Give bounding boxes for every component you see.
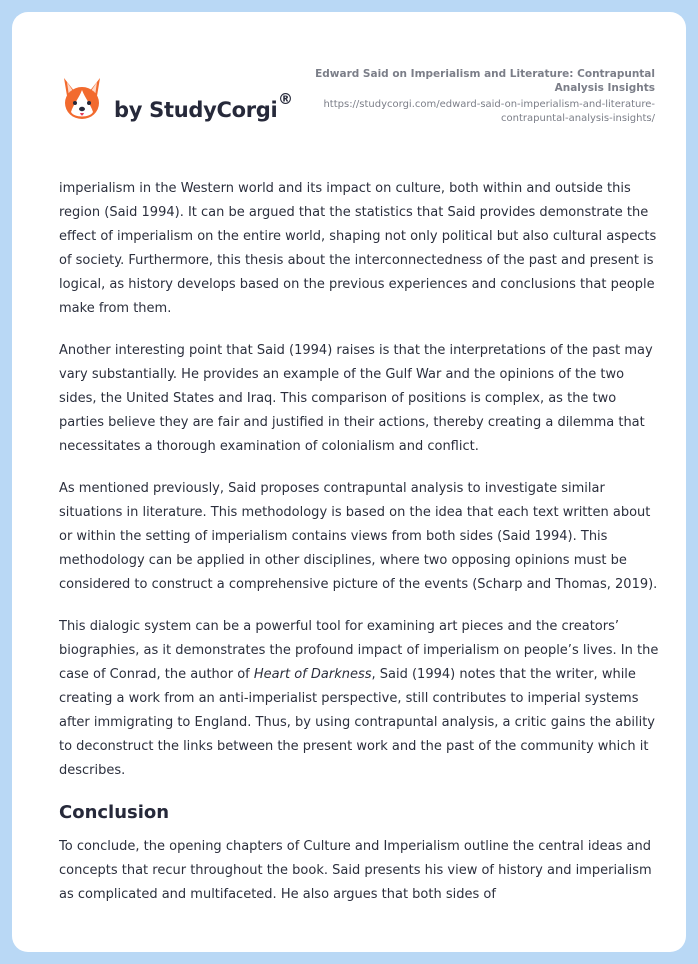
document-meta — [295, 67, 655, 126]
document-url[interactable]: https://studycorgi.com/edward-said-on-imperialism-and-literature-contrapuntal-analysis-insights/ — [323, 99, 655, 124]
paragraph-imperialism-impact: imperialism in the Western world and its impact on culture, both within and outside this region (Said 1994). It can be argued that the statistics that Said provides demonstrate the effect of imperialism on the entire world, shaping not only political but also cultural aspects of society. Furthermore, this thesis about the interconnectedness of the past and present is logical, as history develops based on the previous experiences and conclusions that people make from them. — [59, 181, 657, 316]
page-header — [12, 12, 686, 162]
paragraph-text-start: This dialogic system can be a powerful tool for examining art pieces and the creators’ biographies, as it demonstrates the profound impact of imperialism on people’s lives. In the case of Conrad, the author of — [59, 619, 659, 682]
document-page — [12, 12, 686, 952]
conclusion-heading: Conclusion — [59, 802, 170, 823]
paragraph-contrapuntal-analysis: As mentioned previously, Said proposes contrapuntal analysis to investigate similar situations in literature. This methodology is based on the idea that each text written about or within the setting of imperialism contains views from both sides (Said 1994). This methodology can be applied in other disciplines, where two opposing opinions must be considered to construct a comprehensive picture of the events (Scharp and Thomas, 2019). — [59, 481, 658, 592]
corgi-head-icon — [60, 76, 104, 124]
logo-wordmark: by StudyCorgi — [114, 98, 278, 122]
studycorgi-logo[interactable] — [60, 76, 310, 136]
registered-mark: ® — [278, 90, 293, 108]
paragraph-dialogic-system — [59, 615, 659, 783]
paragraph-interpretations-past: Another interesting point that Said (1994) raises is that the interpretations of the past may vary substantially. He provides an example of the Gulf War and the opinions of the two sides, the United States and Iraq. This comparison of positions is complex, as the two parties believe they are fair and justified in their actions, thereby creating a dilemma that necessitates a thorough examination of colonialism and conflict. — [59, 343, 653, 454]
document-title: Edward Said on Imperialism and Literature: Contrapuntal Analysis Insights — [315, 68, 655, 94]
document-body — [59, 177, 659, 925]
paragraph-text-end: , Said (1994) notes that the writer, while creating a work from an anti-imperialist perspective, still contributes to imperial systems after immigrating to England. Thus, by using contrapuntal analysis, a critic gains the ability to deconstruct the links between the present work and the past of the community which it describes. — [59, 667, 656, 778]
paragraph-conclusion: To conclude, the opening chapters of Culture and Imperialism outline the central ideas and concepts that recur throughout the book. Said presents his view of history and imperialism as complicated and multifaceted. He also argues that both sides of — [59, 839, 652, 902]
book-title-heart-of-darkness: Heart of Darkness — [253, 667, 372, 682]
